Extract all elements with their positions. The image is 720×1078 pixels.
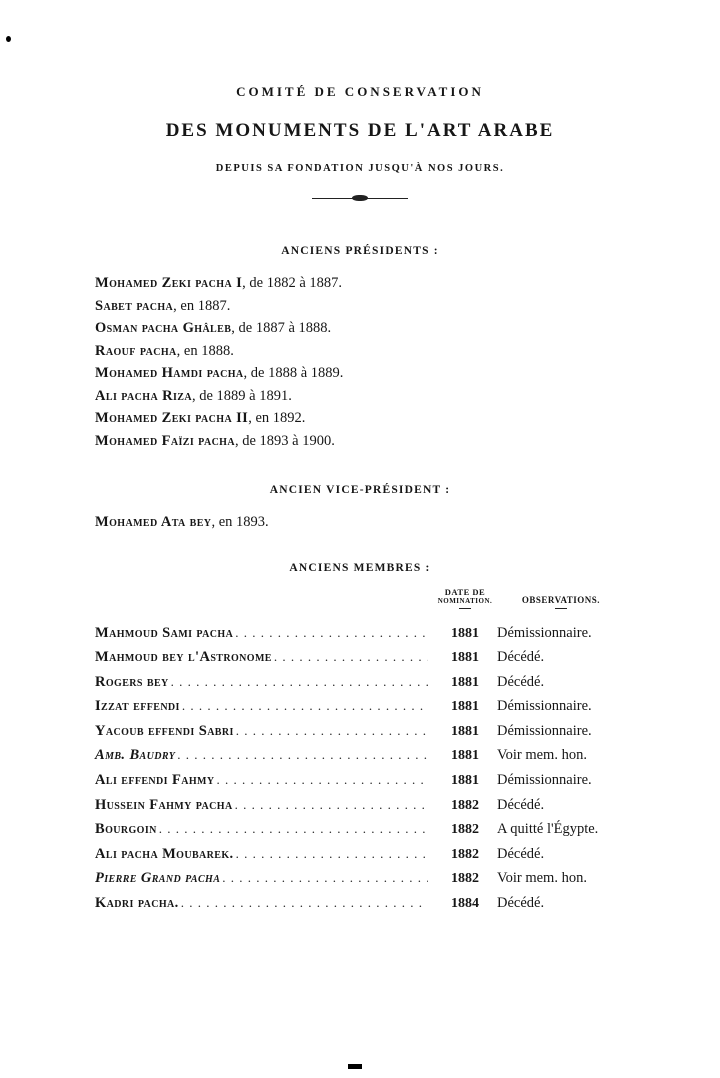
- person-name: Sabet pacha: [95, 297, 174, 314]
- member-name: Hussein Fahmy pacha: [95, 796, 233, 813]
- page-title-line1: COMITÉ DE CONSERVATION: [236, 84, 484, 99]
- observation: Décédé.: [497, 845, 545, 862]
- observation: Décédé.: [497, 649, 545, 666]
- page-title-line2: DES MONUMENTS DE L'ART ARABE: [165, 120, 555, 141]
- dot-leader: [222, 866, 428, 891]
- observation: Décédé.: [497, 673, 545, 690]
- dot-leader: [274, 645, 428, 670]
- dot-leader: [177, 743, 428, 768]
- dot-leader: [235, 621, 428, 646]
- page-subtitle: DEPUIS SA FONDATION JUSQU'À NOS JOURS.: [215, 163, 505, 174]
- vice-president-list: [95, 511, 625, 534]
- dot-leader: [181, 891, 428, 916]
- person-name: Mohamed Zeki pacha II: [95, 410, 249, 426]
- person-detail: , de 1888 à 1889.: [243, 365, 344, 381]
- nomination-date: 1881: [451, 748, 479, 764]
- president-entry: [95, 362, 625, 385]
- nomination-date: 1881: [451, 773, 479, 789]
- member-name: Ali pacha Moubarek.: [95, 845, 234, 862]
- dot-leader: [217, 768, 429, 793]
- column-header-date: [433, 587, 497, 609]
- observation: A quitté l'Égypte.: [497, 821, 599, 838]
- observation: Démissionnaire.: [497, 624, 592, 641]
- president-entry: [95, 340, 625, 363]
- members-table: [95, 587, 625, 916]
- column-header-date-line2: NOMINATION.: [437, 596, 493, 605]
- table-row: [95, 768, 625, 793]
- presidents-list: [95, 272, 625, 452]
- president-entry: [95, 317, 625, 340]
- nomination-date: 1882: [451, 822, 479, 838]
- president-entry: [95, 407, 625, 430]
- header-dash: [459, 608, 471, 609]
- nomination-date: 1882: [451, 871, 479, 887]
- observation: Démissionnaire.: [497, 698, 592, 715]
- member-name: Bourgoin: [95, 821, 157, 838]
- person-detail: , en 1888.: [176, 342, 234, 359]
- column-header-date-line1: DATE DE: [444, 586, 486, 597]
- person-name: Mohamed Hamdi pacha: [95, 365, 244, 381]
- table-row: [95, 670, 625, 695]
- table-row: [95, 645, 625, 670]
- observation: Démissionnaire.: [497, 772, 592, 789]
- scan-artifact: [6, 36, 11, 42]
- table-body: [95, 621, 625, 916]
- table-row: [95, 743, 625, 768]
- person-name: Ali pacha Riza: [95, 387, 192, 404]
- person-name: Mohamed Zeki pacha I: [95, 275, 243, 291]
- observation: Voir mem. hon.: [497, 870, 587, 887]
- member-name: Amb. Baudry: [95, 747, 176, 764]
- person-name: Raouf pacha: [95, 342, 177, 359]
- person-detail: , en 1893.: [211, 514, 269, 530]
- member-name: Pierre Grand pacha: [95, 870, 221, 887]
- table-row: [95, 866, 625, 891]
- member-name: Ali effendi Fahmy: [95, 772, 215, 789]
- members-heading: ANCIENS MEMBRES :: [289, 561, 431, 574]
- header-dash: [555, 608, 567, 609]
- nomination-date: 1881: [451, 650, 479, 666]
- ornament-divider: [312, 198, 408, 199]
- member-name: Yacoub effendi Sabri: [95, 722, 234, 739]
- table-row: [95, 621, 625, 646]
- scan-artifact: [348, 1064, 362, 1069]
- observation: Décédé.: [497, 895, 545, 912]
- person-detail: , en 1887.: [173, 297, 231, 314]
- nomination-date: 1882: [451, 846, 479, 862]
- member-name: Kadri pacha.: [95, 895, 179, 912]
- member-name: Rogers bey: [95, 673, 169, 690]
- dot-leader: [235, 793, 428, 818]
- dot-leader: [159, 817, 428, 842]
- dot-leader: [171, 670, 428, 695]
- person-name: Mohamed Ata bey: [95, 514, 212, 530]
- table-row: [95, 719, 625, 744]
- table-row: [95, 817, 625, 842]
- dot-leader: [236, 842, 428, 867]
- president-entry: [95, 430, 625, 453]
- member-name: Izzat effendi: [95, 698, 180, 715]
- president-entry: [95, 272, 625, 295]
- vice-president-heading: ANCIEN VICE-PRÉSIDENT :: [269, 484, 451, 496]
- vice-president-entry: [95, 511, 625, 534]
- dot-leader: [182, 694, 428, 719]
- person-detail: , de 1887 à 1888.: [231, 320, 332, 336]
- member-name: Mahmoud Sami pacha: [95, 624, 234, 641]
- observation: Décédé.: [497, 796, 545, 813]
- person-detail: , en 1892.: [248, 410, 306, 426]
- presidents-heading: ANCIENS PRÉSIDENTS :: [281, 245, 439, 257]
- dot-leader: [236, 719, 428, 744]
- table-row: [95, 891, 625, 916]
- table-row: [95, 793, 625, 818]
- person-name: Mohamed Faïzi pacha: [95, 432, 235, 449]
- nomination-date: 1881: [451, 699, 479, 715]
- member-name: Mahmoud bey l'Astronome: [95, 649, 272, 666]
- observation: Voir mem. hon.: [497, 747, 587, 764]
- person-detail: , de 1893 à 1900.: [235, 432, 335, 449]
- president-entry: [95, 295, 625, 318]
- ornament-icon: [352, 195, 368, 201]
- person-detail: , de 1889 à 1891.: [191, 387, 292, 404]
- column-header-observations: [497, 595, 625, 609]
- nomination-date: 1882: [451, 797, 479, 813]
- nomination-date: 1881: [451, 625, 479, 641]
- column-header-observations-label: OBSERVATIONS.: [521, 594, 601, 605]
- president-entry: [95, 385, 625, 408]
- person-name: Osman pacha Ghâleb: [95, 320, 232, 336]
- person-detail: , de 1882 à 1887.: [242, 275, 343, 291]
- table-row: [95, 842, 625, 867]
- table-row: [95, 694, 625, 719]
- table-header: [95, 587, 625, 609]
- observation: Démissionnaire.: [497, 722, 592, 739]
- nomination-date: 1881: [451, 723, 479, 739]
- nomination-date: 1881: [451, 674, 479, 690]
- nomination-date: 1884: [451, 896, 479, 912]
